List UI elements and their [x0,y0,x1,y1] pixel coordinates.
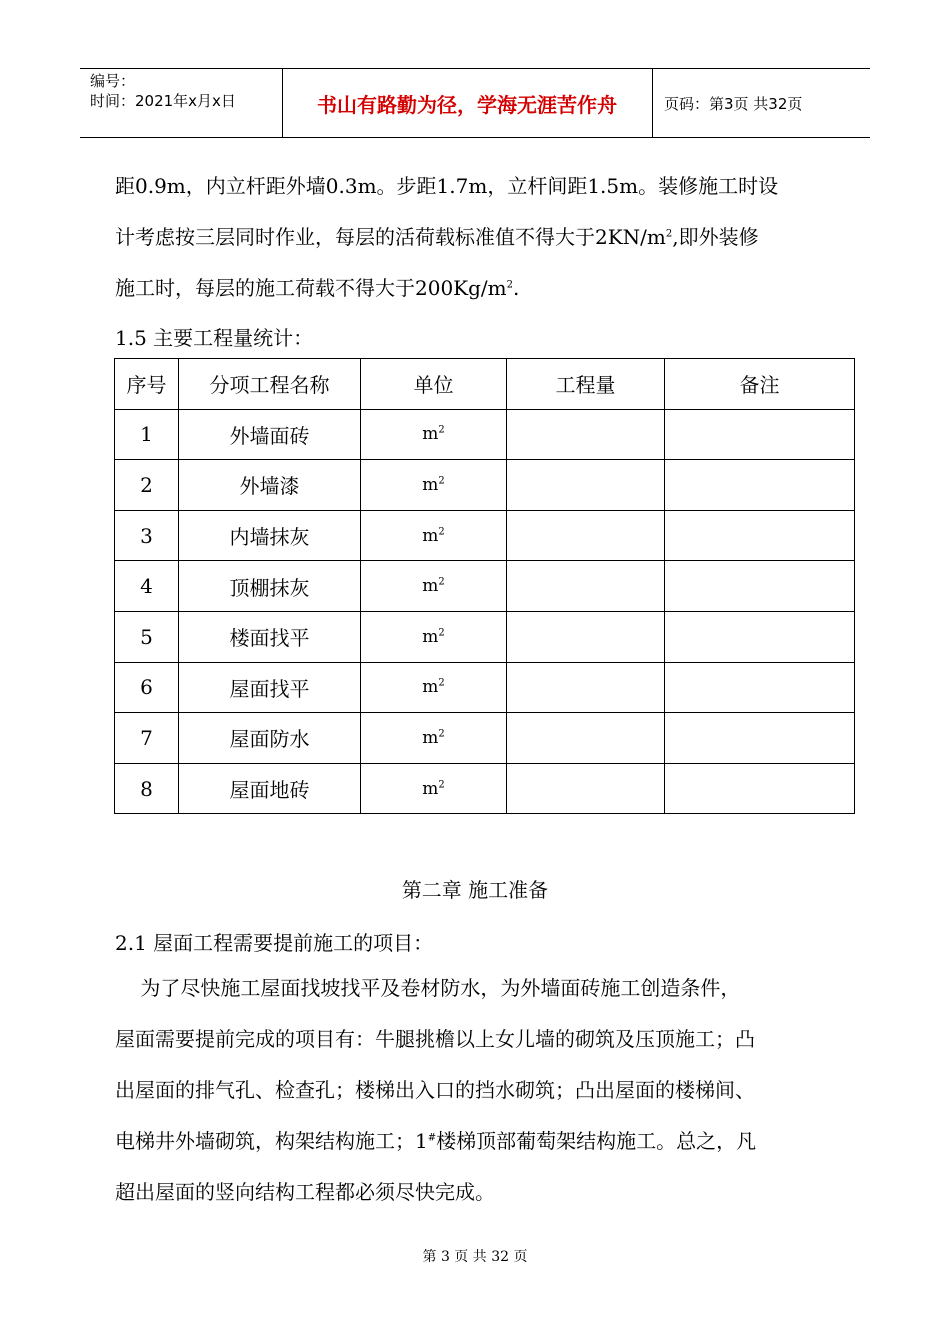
unit-base: m [422,626,439,647]
intro-text: 计考虑按三层同时作业，每层的活荷载标准值不得大于2KN/m [115,225,666,249]
quantity-cell [507,409,665,460]
unit-base: m [422,727,439,748]
unit-cell [361,763,507,814]
unit-cell [361,662,507,713]
unit-base: m [422,778,439,799]
table-body [115,409,855,814]
item-name-cell: 顶棚抹灰 [179,561,361,612]
remark-cell [665,713,855,764]
remark-cell [665,611,855,662]
body-line: 屋面需要提前完成的项目有：牛腿挑檐以上女儿墙的砌筑及压顶施工；凸 [115,1027,755,1051]
quantity-cell [507,662,665,713]
table-row [115,763,855,814]
remark-cell [665,510,855,561]
remark-cell [665,662,855,713]
table-header-cell: 序号 [115,359,179,410]
quantity-table [114,358,855,814]
item-name-cell: 外墙漆 [179,460,361,511]
intro-line: 距0.9m，内立杆距外墙0.3m。步距1.7m，立杆间距1.5m。装修施工时设 [115,174,779,198]
remark-cell [665,460,855,511]
table-header-cell: 备注 [665,359,855,410]
unit-superscript: 2 [438,525,445,537]
section-heading-1-5: 1.5 主要工程量统计： [115,326,314,350]
body-line: 超出屋面的竖向结构工程都必须尽快完成。 [115,1180,495,1204]
row-number-cell: 1 [115,409,179,460]
row-number-cell: 4 [115,561,179,612]
row-number-cell: 8 [115,763,179,814]
body-line: 出屋面的排气孔、检查孔；楼梯出入口的挡水砌筑；凸出屋面的楼梯间、 [115,1078,755,1102]
table-header-row [115,359,855,410]
unit-base: m [422,474,439,495]
intro-line [115,263,845,314]
remark-cell [665,561,855,612]
unit-superscript: 2 [438,576,445,588]
quantity-cell [507,510,665,561]
unit-superscript: 2 [438,728,445,740]
row-number-cell: 3 [115,510,179,561]
number-label: 编号： [90,72,136,90]
unit-cell [361,460,507,511]
unit-cell [361,510,507,561]
row-number-cell: 2 [115,460,179,511]
item-name-cell: 屋面找平 [179,662,361,713]
table-header-cell: 工程量 [507,359,665,410]
table-row [115,561,855,612]
chapter-title: 第二章 施工准备 [401,878,549,902]
unit-base: m [422,525,439,546]
quantity-cell [507,460,665,511]
superscript: 2 [665,228,673,240]
superscript: # [427,1132,437,1144]
unit-cell [361,409,507,460]
table-row [115,611,855,662]
body-paragraph [115,963,845,1218]
intro-line [115,212,845,263]
unit-superscript: 2 [438,677,445,689]
table-row [115,662,855,713]
unit-cell [361,713,507,764]
body-text: 电梯井外墙砌筑，构架结构施工；1 [115,1129,428,1153]
item-name-cell: 屋面防水 [179,713,361,764]
unit-cell [361,561,507,612]
unit-superscript: 2 [438,627,445,639]
body-line: 为了尽快施工屋面找坡找平及卷材防水，为外墙面砖施工创造条件， [115,976,741,1000]
item-name-cell: 楼面找平 [179,611,361,662]
intro-text: . [513,276,520,300]
table-row [115,510,855,561]
remark-cell [665,409,855,460]
quantity-cell [507,763,665,814]
superscript: 2 [506,279,513,291]
header-meta [80,69,283,137]
unit-cell [361,611,507,662]
unit-base: m [422,576,439,597]
section-heading-2-1: 2.1 屋面工程需要提前施工的项目： [115,931,434,955]
unit-base: m [422,677,439,698]
page-header [80,68,870,138]
header-motto: 书山有路勤为径，学海无涯苦作舟 [317,92,617,117]
item-name-cell: 屋面地砖 [179,763,361,814]
page-footer: 第 3 页 共 32 页 [422,1249,528,1265]
unit-base: m [422,424,439,445]
table-row [115,460,855,511]
quantity-cell [507,713,665,764]
unit-superscript: 2 [438,424,445,436]
quantity-cell [507,561,665,612]
body-text: 楼梯顶部葡萄架结构施工。总之，凡 [436,1129,757,1153]
header-page-cell [652,69,870,137]
table-row [115,713,855,764]
row-number-cell: 6 [115,662,179,713]
quantity-cell [507,611,665,662]
unit-superscript: 2 [438,475,445,487]
row-number-cell: 7 [115,713,179,764]
time-label: 时间：2021年x月x日 [90,92,236,110]
table-row [115,409,855,460]
remark-cell [665,763,855,814]
header-motto-cell [282,69,653,137]
intro-text: 施工时，每层的施工荷载不得大于200Kg/m [115,276,507,300]
item-name-cell: 内墙抹灰 [179,510,361,561]
intro-text: ,即外装修 [672,225,759,249]
intro-paragraph [115,161,845,314]
header-page-info: 页码：第3页 共32页 [664,94,803,113]
row-number-cell: 5 [115,611,179,662]
body-line [115,1116,845,1167]
unit-superscript: 2 [438,778,445,790]
item-name-cell: 外墙面砖 [179,409,361,460]
table-header-cell: 分项工程名称 [179,359,361,410]
table-header-cell: 单位 [361,359,507,410]
